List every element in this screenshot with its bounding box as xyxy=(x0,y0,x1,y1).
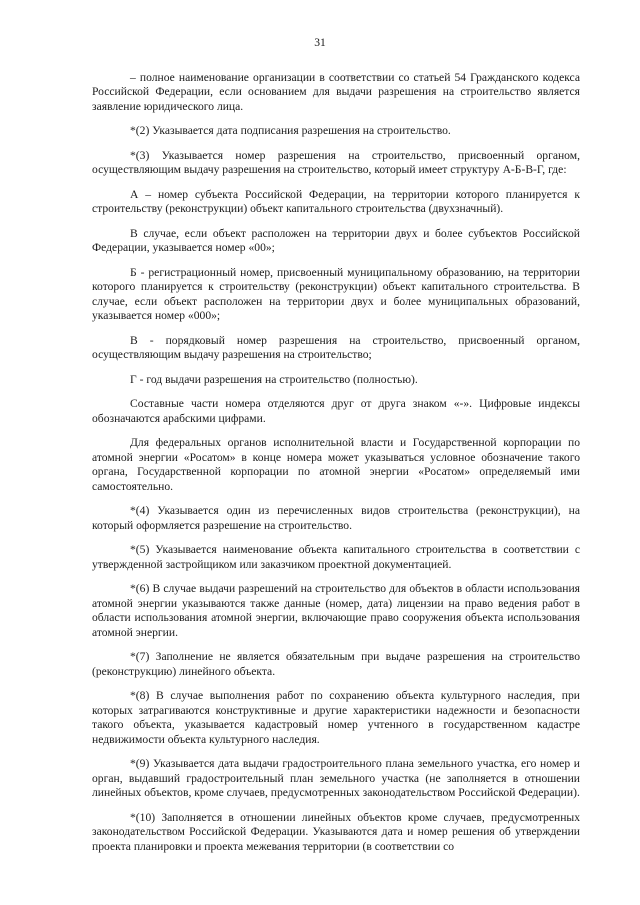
page-number: 31 xyxy=(314,36,326,49)
footnote-8: *(8) В случае выполнения работ по сохранению объекта культурного наследия, при которых затрагиваются конструктивные и другие характеристики надежности и безопасности такого объекта, указывается кадастровый номер учтенного в государственном кадастре недвижимости объекта культурного наследия. xyxy=(92,689,580,746)
footnote-10: *(10) Заполняется в отношении линейных объектов кроме случаев, предусмотренных законодательством Российской Федерации. Указываются дата и номер решения об утверждении проекта планировки и проекта межевания территории (в соответствии со xyxy=(92,810,580,853)
footnote-5: *(5) Указывается наименование объекта капитального строительства в соответствии с утвержденной застройщиком или заказчиком проектной документацией. xyxy=(92,543,580,571)
footnote-4: *(4) Указывается один из перечисленных видов строительства (реконструкции), на который оформляется разрешение на строительство. xyxy=(92,504,580,532)
paragraph-part-v: В - порядковый номер разрешения на строительство, присвоенный органом, осуществляющим выдачу разрешения на строительство; xyxy=(92,333,580,361)
paragraph-separator-rule: Составные части номера отделяются друг от друга знаком «-». Цифровые индексы обозначаются арабскими цифрами. xyxy=(92,397,580,425)
footnote-9: *(9) Указывается дата выдачи градостроительного плана земельного участка, его номер и орган, выдавший градостроительный план земельного участка (не заполняется в отношении линейных объектов, кроме случаев, предусмотренных законодательством Российской Федерации). xyxy=(92,757,580,799)
paragraph-part-a-multi-region: В случае, если объект расположен на территории двух и более субъектов Российской Федерации, указывается номер «00»; xyxy=(92,226,580,254)
footnote-6: *(6) В случае выдачи разрешений на строительство для объектов в области использования атомной энергии указываются также данные (номер, дата) лицензии на право ведения работ в области использования атомной энергии, включающие право сооружения объекта использования атомной энергии. xyxy=(92,582,580,639)
footnote-3: *(3) Указывается номер разрешения на строительство, присвоенный органом, осуществляющим выдачу разрешения на строительство, который имеет структуру А-Б-В-Г, где: xyxy=(92,148,580,176)
paragraph-legal-entity-name: – полное наименование организации в соответствии со статьей 54 Гражданского кодекса Российской Федерации, если основанием для выдачи разрешения на строительство является заявление юридического лица. xyxy=(92,70,580,113)
paragraph-part-a: А – номер субъекта Российской Федерации, на территории которого планируется к строительству (реконструкции) объект капитального строительства (двухзначный). xyxy=(92,187,580,215)
paragraph-part-g: Г - год выдачи разрешения на строительство (полностью). xyxy=(130,372,418,386)
footnote-7: *(7) Заполнение не является обязательным при выдаче разрешения на строительство (реконструкцию) линейного объекта. xyxy=(92,650,580,678)
paragraph-rosatom: Для федеральных органов исполнительной власти и Государственной корпорации по атомной энергии «Росатом» в конце номера может указываться условное обозначение такого органа, Государственной корпорации по атомной энергии «Росатом» определяемый ими самостоятельно. xyxy=(92,436,580,493)
paragraph-part-b: Б - регистрационный номер, присвоенный муниципальному образованию, на территории которого планируется к строительству (реконструкции) объект капитального строительства. В случае, если объект расположен на территории двух и более муниципальных образований, указывается номер «000»; xyxy=(92,265,580,322)
footnote-2: *(2) Указывается дата подписания разрешения на строительство. xyxy=(130,124,451,137)
